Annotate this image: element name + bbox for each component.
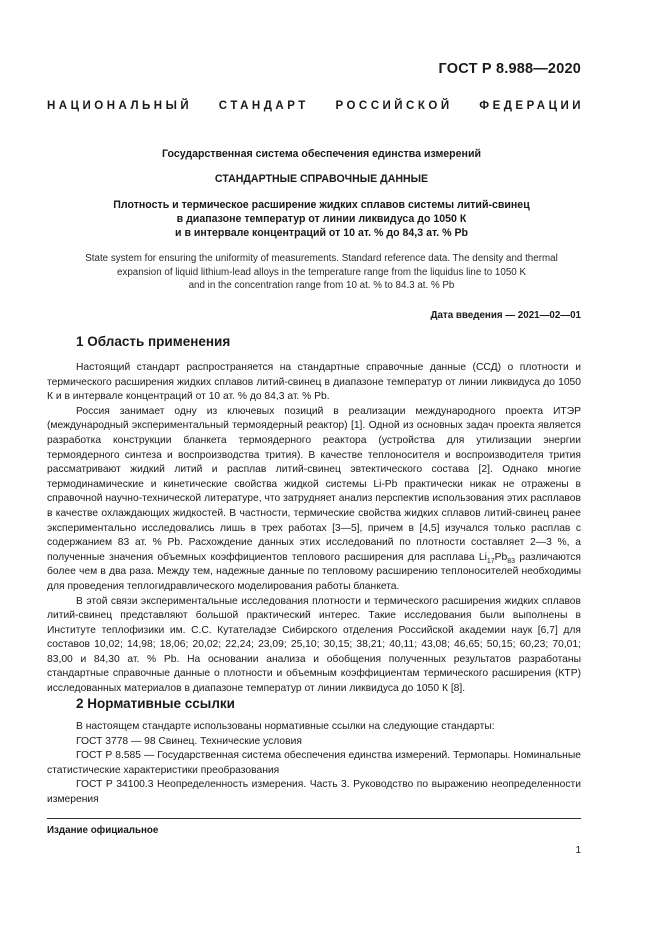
formula-pb: Pb	[494, 551, 508, 563]
introduction-date: Дата введения — 2021—02—01	[430, 310, 581, 321]
section-1-body	[47, 361, 581, 697]
system-title: Государственная система обеспечения единства измерений	[162, 148, 481, 160]
english-title	[70, 252, 573, 293]
national-standard-label: НАЦИОНАЛЬНЫЙ СТАНДАРТ РОССИЙСКОЙ ФЕДЕРАЦИИ	[47, 100, 584, 112]
title-line: и в интервале концентраций от 10 ат. % до 84,3 ат. % Pb	[174, 227, 469, 240]
paragraph: В настоящем стандарте использованы нормативные ссылки на следующие стандарты:	[76, 721, 495, 732]
reference-item: ГОСТ Р 8.585 — Государственная система обеспечения единства измерений. Термопары. Номинальные статистические характеристики преобразования	[47, 750, 581, 776]
paragraph-text: Россия занимает одну из ключевых позиций в реализации международного проекта ИТЭР (международный экспериментальный термоядерный реактор) [1]. Одной из основных задач проекта является разработка конструкции бланкета термоядерного реактора (устройства для утилизации энергии термоядерного синтеза и воспроизводства трития). В качестве теплоносителя и воспроизводителя трития рассматривают жидкий литий и расплав литий-свинец эвтектического состава [2]. Однако многие термодинамические и кинетические свойства жидкой системы Li-Pb практически никак не отражены в справочной научно-технической литературе, что затрудняет анализ перспектив использования этих расплавов в качестве охлаждающих жидкостей. В частности, термические свойства жидких сплавов литий-свинец ранее экспериментально исследовались лишь в трех работах [3—5], причем в [4,5] изучался только расплав с содержанием 83 ат. % Pb. Расхождение данных этих исследований по плотности составляет 2—3 %, а полученные значения объемных коэффициентов теплового расширения для расплава	[47, 405, 581, 563]
subscript: 17	[486, 557, 495, 565]
title-line: в диапазоне температур от линии ликвидуса до 1050 К	[176, 213, 467, 226]
english-title-line: and in the concentration range from 10 at. % to 84.3 at. % Pb	[188, 280, 455, 291]
english-title-line: expansion of liquid lithium-lead alloys in the temperature range from the liquidus line to 1050 K	[117, 266, 526, 278]
document-title	[70, 198, 573, 241]
formula-li: Li	[478, 551, 487, 563]
section-2-body	[47, 720, 581, 808]
subscript: 83	[507, 557, 516, 565]
footer-divider	[47, 818, 581, 819]
paragraph-text: различаются более чем в два раза. Между тем, надежные данные по тепловому расширению теплоносителей необходимы для проведения теплогидравлического моделирования работы бланкета.	[47, 551, 581, 592]
reference-item: ГОСТ 3778 — 98 Свинец. Технические условия	[76, 735, 302, 747]
category-title: СТАНДАРТНЫЕ СПРАВОЧНЫЕ ДАННЫЕ	[214, 173, 429, 185]
section-2-heading: 2 Нормативные ссылки	[76, 696, 235, 711]
section-1-heading: 1 Область применения	[76, 334, 231, 349]
page-number: 1	[575, 845, 581, 856]
reference-item: ГОСТ Р 34100.3 Неопределенность измерения. Часть 3. Руководство по выражению неопределенности измерения	[47, 779, 581, 805]
paragraph: В этой связи экспериментальные исследования плотности и термического расширения жидких сплавов литий-свинец представляют большой практический интерес. Такие исследования были выполнены в Институте теплофизики им. С.С. Кутателадзе Сибирского отделения Российской академии наук [6,7] для составов 10,02; 14,98; 18,06; 20,02; 22,24; 23,09; 25,10; 30,15; 38,21; 40,11; 43,08; 46,65; 50,15; 60,23; 70,01; 83,00 и 84,30 ат. % Pb. На основании анализа и обобщения полученных результатов разработаны стандартные справочные данные о плотности и объемным коэффициентам термического расширения (КТР) исследованных материалов в диапазоне температур от линии ликвидуса до 1050 К [8].	[47, 595, 581, 695]
paragraph	[47, 405, 581, 595]
document-code: ГОСТ Р 8.988—2020	[438, 61, 581, 77]
title-line: Плотность и термическое расширение жидких сплавов системы литий-свинец	[113, 199, 530, 211]
english-title-line: State system for ensuring the uniformity of measurements. Standard reference data. The density and thermal	[85, 253, 558, 264]
paragraph: Настоящий стандарт распространяется на стандартные справочные данные (ССД) о плотности и термического расширения жидких сплавов литий-свинец в диапазоне температур от линии ликвидуса до 1050 К и в интервале концентраций от 10 ат. % до 84,3 ат. % Pb.	[47, 362, 581, 403]
edition-label: Издание официальное	[47, 825, 159, 836]
